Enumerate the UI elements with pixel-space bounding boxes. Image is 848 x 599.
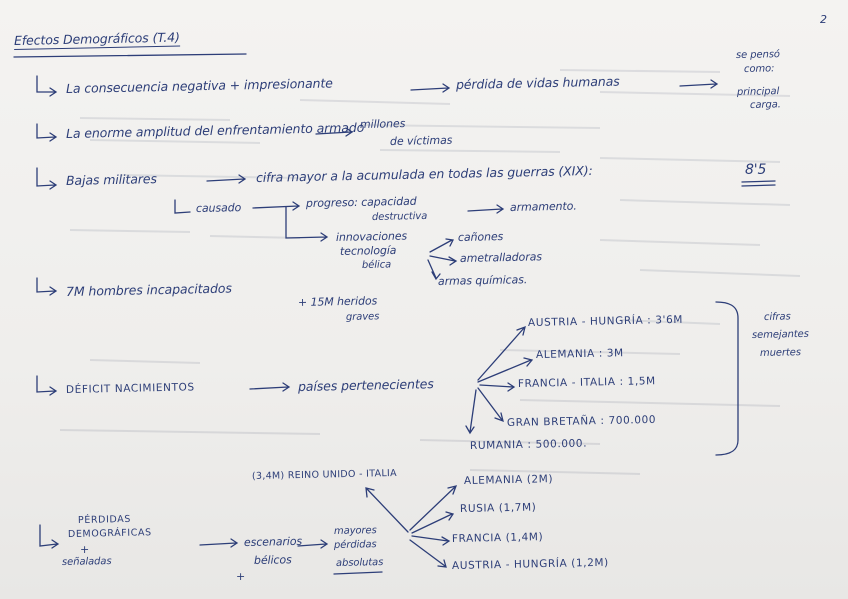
hook-arrow-4 bbox=[37, 278, 56, 295]
country-gb: GRAN BRETAÑA : 700.000 bbox=[506, 413, 657, 429]
line1-note-3: principal bbox=[736, 86, 780, 98]
line4-extra-2: graves bbox=[345, 311, 380, 323]
causes-innovation-3: bélica bbox=[361, 259, 392, 271]
fan2-austria bbox=[410, 540, 446, 567]
loss-rusia: RUSIA (1,7M) bbox=[459, 501, 537, 515]
arrow-ametralladoras bbox=[430, 256, 456, 265]
causes-progress-2: destructiva bbox=[371, 210, 428, 223]
deficit-note-1: cifras bbox=[763, 311, 791, 323]
causes-label: causado bbox=[195, 201, 242, 215]
deficit-note-3: muertes bbox=[759, 347, 802, 359]
value-underline bbox=[742, 181, 775, 186]
weapon-ametralladoras: ametralladoras bbox=[459, 250, 543, 265]
country-francia: FRANCIA - ITALIA : 1,5M bbox=[517, 375, 656, 390]
scenarios-2: bélicos bbox=[253, 553, 292, 567]
line1-text: La consecuencia negativa + impresionante bbox=[65, 75, 333, 96]
hook-arrow-1 bbox=[37, 76, 56, 96]
weapon-armas: armas químicas. bbox=[437, 273, 528, 288]
country-austria: AUSTRIA - HUNGRÍA : 3'6M bbox=[527, 313, 684, 329]
arrow-l1-b bbox=[680, 80, 717, 88]
scenarios-1: escenarios bbox=[243, 534, 303, 549]
losses-label-4: señaladas bbox=[61, 555, 112, 568]
line2-result-1: millones bbox=[359, 117, 406, 131]
losses-label-3: + bbox=[80, 543, 90, 556]
greater-3: absolutas bbox=[335, 557, 384, 569]
arrow-l3 bbox=[207, 175, 245, 183]
line3-result: cifra mayor a la acumulada en todas las guerras (XIX): bbox=[255, 162, 593, 185]
line3-value: 8'5 bbox=[745, 162, 767, 178]
fan2-francia bbox=[412, 536, 449, 545]
fan-gb bbox=[478, 388, 503, 421]
deficit-arrow-to: países pertenecientes bbox=[297, 376, 434, 394]
weapon-canones: cañones bbox=[457, 230, 504, 244]
loss-alemania: ALEMANIA (2M) bbox=[463, 473, 554, 487]
greater-2: pérdidas bbox=[333, 539, 377, 551]
loss-reino-unido: (3,4M) REINO UNIDO - ITALIA bbox=[251, 467, 398, 482]
line2-result-2: de víctimas bbox=[389, 133, 453, 148]
hook-arrow-5 bbox=[37, 376, 56, 395]
causes-innovation-2: tecnología bbox=[339, 243, 397, 258]
deficit-note-2: semejantes bbox=[751, 328, 809, 341]
branch-innovation bbox=[286, 207, 327, 241]
line1-result: pérdida de vidas humanas bbox=[455, 73, 620, 92]
fan-rumania bbox=[466, 390, 476, 433]
country-alemania: ALEMANIA : 3M bbox=[535, 347, 624, 361]
arrow-armamento bbox=[468, 205, 503, 213]
loss-austria: AUSTRIA - HUNGRÍA (1,2M) bbox=[451, 556, 609, 572]
arrow-deficit bbox=[250, 383, 289, 391]
causado-hook bbox=[175, 200, 190, 213]
losses-label-2: DEMOGRÁFICAS bbox=[67, 527, 152, 540]
line4-text: 7M hombres incapacitados bbox=[65, 280, 232, 299]
causes-progress-result: armamento. bbox=[509, 199, 577, 214]
losses-underline bbox=[334, 572, 382, 574]
arrow-canones bbox=[430, 239, 453, 252]
causes-innovation-1: innovaciones bbox=[335, 229, 408, 244]
hook-arrow-2 bbox=[37, 124, 56, 141]
causes-progress-1: progreso: capacidad bbox=[305, 194, 417, 210]
arrow-bélicos bbox=[298, 540, 327, 548]
line2-text: La enorme amplitud del enfrentamiento armado bbox=[65, 119, 365, 141]
scenarios-3: + bbox=[236, 570, 246, 583]
line1-note-4: carga. bbox=[749, 99, 781, 111]
page-title: Efectos Demográficos (T.4) bbox=[13, 29, 180, 48]
line1-note-2: como: bbox=[743, 63, 775, 75]
greater-1: mayores bbox=[333, 525, 377, 537]
country-rumania: RUMANIA : 500.000. bbox=[469, 437, 588, 452]
hook-arrow-3 bbox=[37, 168, 56, 189]
losses-label-1: PÉRDIDAS bbox=[77, 513, 132, 526]
hook-arrow-6 bbox=[40, 525, 58, 548]
line1-note-1: se pensó bbox=[735, 49, 781, 61]
loss-francia: FRANCIA (1,4M) bbox=[451, 531, 544, 545]
arrow-progress bbox=[253, 202, 299, 210]
page-number: 2 bbox=[820, 13, 827, 26]
title-underline bbox=[14, 54, 246, 57]
arrow-l1-a bbox=[411, 84, 449, 92]
line4-extra-1: + 15M heridos bbox=[297, 294, 378, 309]
bracket bbox=[716, 302, 738, 455]
line3-text: Bajas militares bbox=[65, 171, 157, 188]
fan-francia bbox=[480, 383, 514, 391]
deficit-text: DÉFICIT NACIMIENTOS bbox=[65, 381, 195, 396]
arrow-escenarios bbox=[200, 539, 237, 547]
